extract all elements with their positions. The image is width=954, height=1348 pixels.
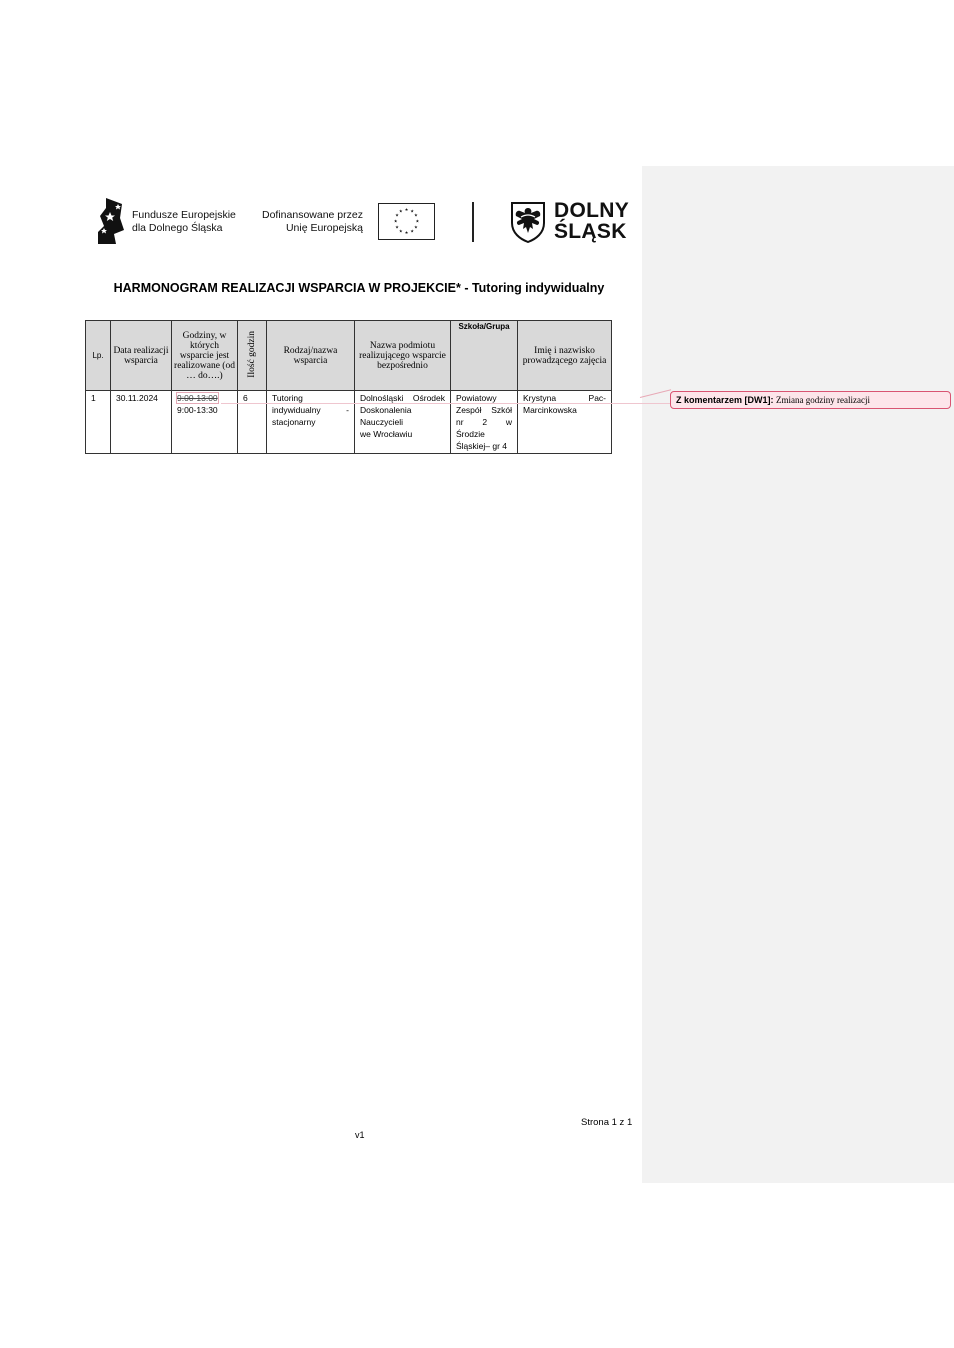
eu-funding-text: Dofinansowane przez Unię Europejską bbox=[262, 209, 363, 234]
dolny-slask-eagle-icon bbox=[510, 201, 546, 243]
harmonogram-table bbox=[85, 320, 612, 454]
cell-lp: 1 bbox=[86, 391, 111, 454]
header-rodzaj: Rodzaj/nazwa wsparcia bbox=[267, 321, 355, 391]
svg-text:★: ★ bbox=[404, 208, 409, 214]
svg-text:★: ★ bbox=[393, 219, 398, 225]
svg-text:★: ★ bbox=[398, 229, 403, 235]
comment-balloon[interactable] bbox=[670, 391, 951, 409]
table-header-row bbox=[86, 321, 612, 391]
header-prowadzacy: Imię i nazwisko prowadzącego zajęcia bbox=[518, 321, 612, 391]
eu-flag-icon bbox=[378, 203, 435, 240]
svg-text:★: ★ bbox=[410, 229, 415, 235]
new-hours-text: 9:00-13:30 bbox=[177, 405, 218, 415]
fundusze-europejskie-text: Fundusze Europejskie dla Dolnego Śląska bbox=[132, 209, 236, 234]
comment-text: Zmiana godziny realizacji bbox=[776, 395, 870, 405]
page-number: Strona 1 z 1 bbox=[581, 1117, 633, 1128]
cell-godziny bbox=[172, 391, 238, 454]
header-lp: Lp. bbox=[86, 321, 111, 391]
svg-text:★: ★ bbox=[410, 209, 415, 215]
svg-text:★: ★ bbox=[415, 219, 420, 225]
header-godziny: Godziny, w których wsparcie jest realizowane (od … do….) bbox=[172, 321, 238, 391]
cell-podmiot: Dolnośląski Ośrodek Doskonalenia Nauczycieli we Wrocławiu bbox=[355, 391, 451, 454]
svg-text:★: ★ bbox=[414, 225, 418, 231]
header-ilosc: Ilość godzin bbox=[238, 321, 267, 391]
cell-rodzaj: Tutoring indywidualny - stacjonarny bbox=[267, 391, 355, 454]
svg-text:★: ★ bbox=[395, 213, 399, 219]
svg-text:★: ★ bbox=[398, 209, 403, 215]
comment-pane bbox=[642, 166, 954, 1183]
document-title: HARMONOGRAM REALIZACJI WSPARCIA W PROJEKCIE* - Tutoring indywidualny bbox=[113, 281, 605, 295]
fundusze-europejskie-logo-icon bbox=[96, 196, 126, 246]
comment-label: Z komentarzem [DW1]: bbox=[676, 395, 774, 405]
logo-bar bbox=[96, 194, 636, 248]
header-data: Data realizacji wsparcia bbox=[111, 321, 172, 391]
header-szkola: Szkoła/Grupa bbox=[451, 321, 518, 391]
svg-text:★: ★ bbox=[404, 230, 409, 236]
table-row bbox=[86, 391, 612, 454]
cell-data: 30.11.2024 bbox=[111, 391, 172, 454]
svg-text:★: ★ bbox=[414, 213, 418, 219]
deleted-hours-text[interactable]: 9:00-13:00 bbox=[177, 393, 218, 403]
cell-ilosc: 6 bbox=[238, 391, 267, 454]
svg-text:★: ★ bbox=[395, 225, 399, 231]
dolny-slask-text: DOLNY ŚLĄSK bbox=[554, 199, 629, 243]
version-label: v1 bbox=[355, 1130, 365, 1140]
cell-szkola: Powiatowy Zespół Szkół nr 2 w Środzie Śląskiej– gr 4 bbox=[451, 391, 518, 454]
logo-divider bbox=[472, 202, 474, 242]
cell-prowadzacy: Krystyna Pac- Marcinkowska bbox=[518, 391, 612, 454]
comment-anchor-line bbox=[221, 403, 671, 404]
header-podmiot: Nazwa podmiotu realizującego wsparcie bezpośrednio bbox=[355, 321, 451, 391]
